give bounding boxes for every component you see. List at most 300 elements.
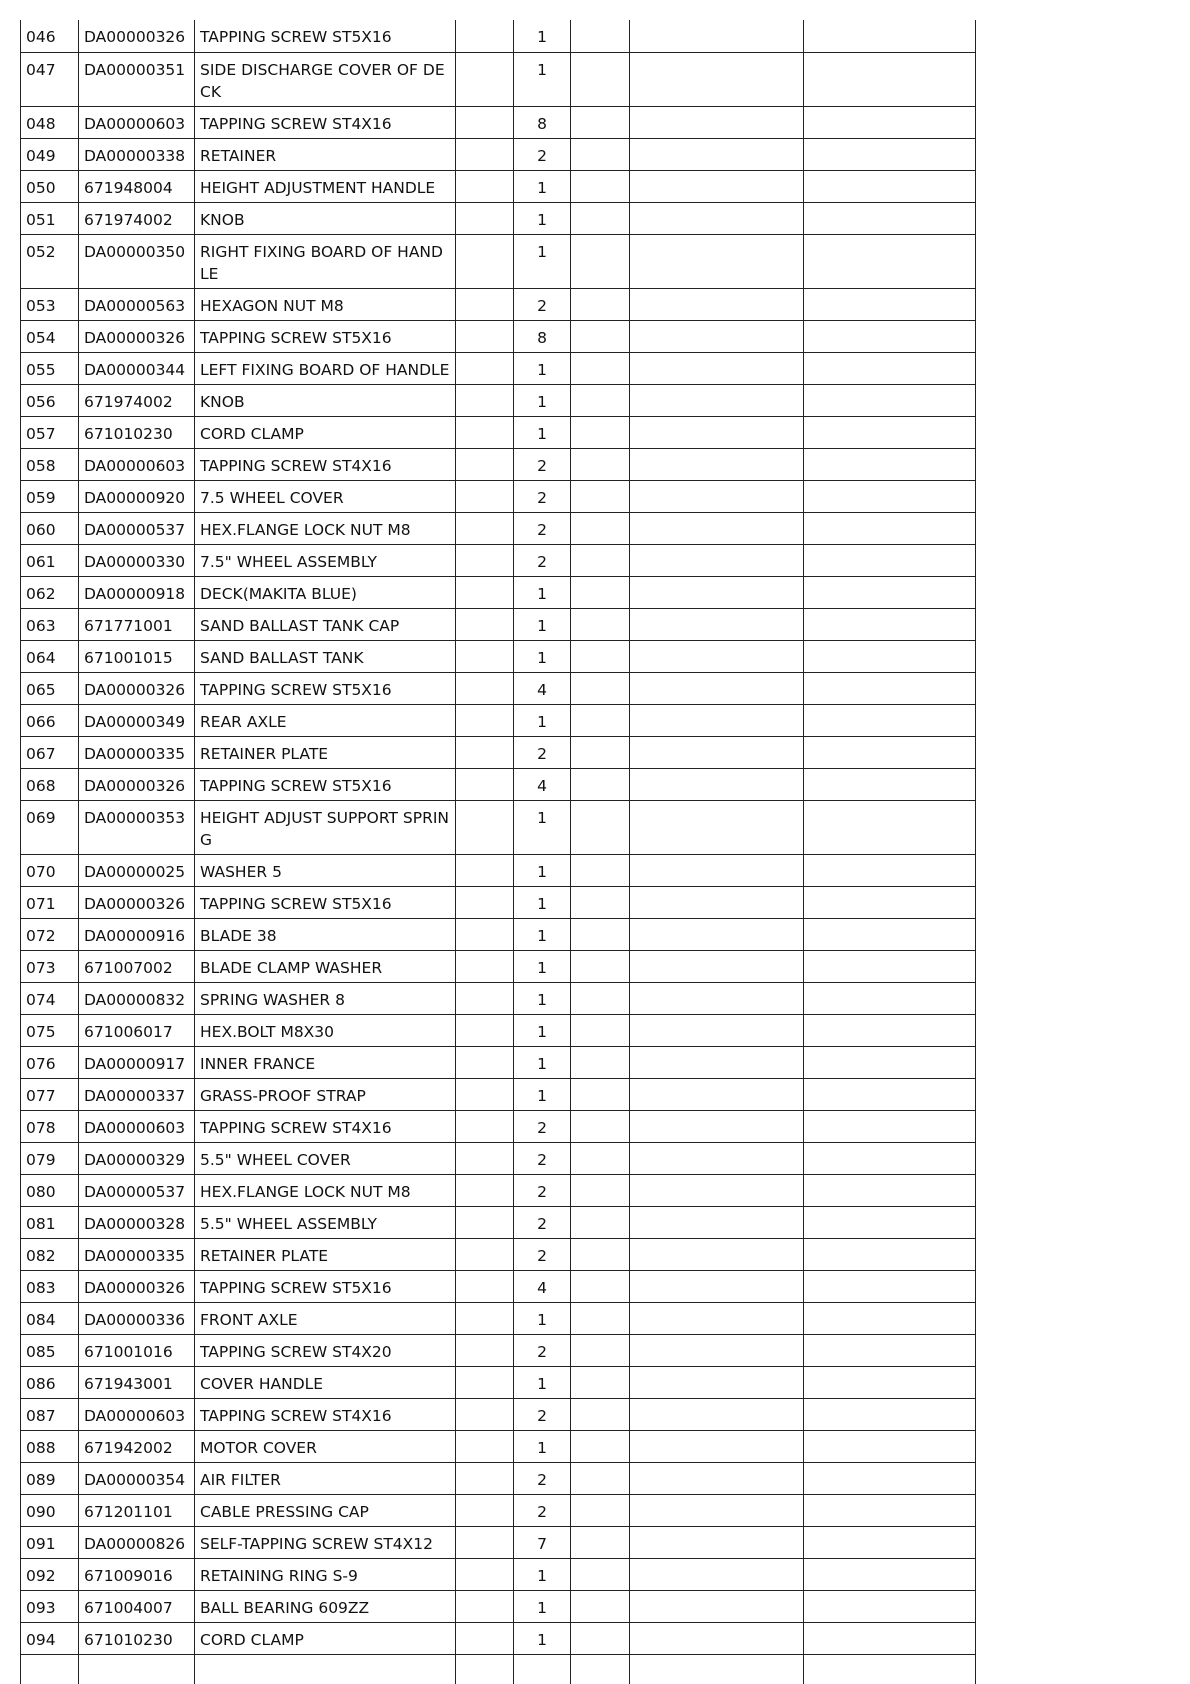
part-number-cell: 047	[21, 52, 79, 106]
part-name-cell: HEIGHT ADJUST SUPPORT SPRING	[195, 800, 456, 854]
part-name-cell: GRASS-PROOF STRAP	[195, 1078, 456, 1110]
part-number-cell: 081	[21, 1206, 79, 1238]
empty-cell	[456, 982, 514, 1014]
empty-cell	[571, 704, 630, 736]
empty-cell	[571, 768, 630, 800]
empty-cell	[804, 202, 976, 234]
part-number-cell: 061	[21, 544, 79, 576]
part-name-cell: SELF-TAPPING SCREW ST4X12	[195, 1526, 456, 1558]
empty-cell	[456, 1590, 514, 1622]
empty-cell	[630, 448, 804, 480]
table-row	[21, 736, 976, 768]
empty-cell	[571, 52, 630, 106]
empty-cell	[804, 800, 976, 854]
part-number-cell: 078	[21, 1110, 79, 1142]
part-number-cell: 072	[21, 918, 79, 950]
empty-cell	[630, 1014, 804, 1046]
empty-cell	[571, 1526, 630, 1558]
part-name-cell: KNOB	[195, 202, 456, 234]
part-number-cell: 094	[21, 1622, 79, 1654]
part-number-cell: 059	[21, 480, 79, 512]
parts-table-body	[21, 20, 976, 1684]
part-number-cell: 049	[21, 138, 79, 170]
empty-cell	[804, 768, 976, 800]
table-row	[21, 768, 976, 800]
part-number-cell: 063	[21, 608, 79, 640]
part-name-cell: TAPPING SCREW ST4X20	[195, 1334, 456, 1366]
empty-cell	[456, 384, 514, 416]
part-code-cell: DA00000354	[79, 1462, 195, 1494]
table-row	[21, 1238, 976, 1270]
empty-cell	[571, 480, 630, 512]
empty-cell	[456, 448, 514, 480]
part-name-cell: COVER HANDLE	[195, 1366, 456, 1398]
part-name-cell: HEX.FLANGE LOCK NUT M8	[195, 1174, 456, 1206]
table-row	[21, 576, 976, 608]
empty-cell	[630, 1622, 804, 1654]
part-code-cell: 671943001	[79, 1366, 195, 1398]
empty-cell	[804, 320, 976, 352]
empty-cell	[630, 854, 804, 886]
table-row	[21, 106, 976, 138]
part-code-cell: DA00000338	[79, 138, 195, 170]
part-number-cell: 077	[21, 1078, 79, 1110]
part-code-cell: DA00000603	[79, 1398, 195, 1430]
part-name-cell: TAPPING SCREW ST5X16	[195, 20, 456, 52]
table-row	[21, 950, 976, 982]
empty-cell	[630, 800, 804, 854]
empty-cell	[630, 512, 804, 544]
empty-cell	[630, 1558, 804, 1590]
empty-cell	[456, 202, 514, 234]
empty-cell	[630, 1142, 804, 1174]
empty-cell	[456, 1238, 514, 1270]
part-code-cell: 671948004	[79, 170, 195, 202]
empty-cell	[571, 138, 630, 170]
empty-cell	[571, 202, 630, 234]
empty-cell	[804, 640, 976, 672]
empty-cell	[804, 1622, 976, 1654]
empty-cell	[630, 288, 804, 320]
quantity-cell: 2	[514, 138, 571, 170]
empty-cell	[456, 736, 514, 768]
empty-cell	[630, 1430, 804, 1462]
quantity-cell: 1	[514, 886, 571, 918]
empty-cell	[456, 320, 514, 352]
part-code-cell: DA00000916	[79, 918, 195, 950]
parts-list-table	[20, 20, 976, 1684]
part-code-cell: DA00000603	[79, 106, 195, 138]
empty-cell	[804, 1174, 976, 1206]
part-number-cell: 053	[21, 288, 79, 320]
empty-cell	[804, 1238, 976, 1270]
table-row	[21, 512, 976, 544]
empty-cell	[456, 918, 514, 950]
empty-cell	[630, 1462, 804, 1494]
empty-cell	[804, 886, 976, 918]
part-code-cell: DA00000335	[79, 1238, 195, 1270]
empty-cell	[804, 20, 976, 52]
table-row	[21, 138, 976, 170]
quantity-cell: 1	[514, 352, 571, 384]
part-code-cell: DA00000351	[79, 52, 195, 106]
quantity-cell: 1	[514, 1430, 571, 1462]
empty-cell	[630, 352, 804, 384]
empty-cell	[630, 886, 804, 918]
table-row	[21, 1046, 976, 1078]
empty-cell	[804, 448, 976, 480]
part-code-cell: 671010230	[79, 416, 195, 448]
quantity-cell: 1	[514, 918, 571, 950]
table-row	[21, 234, 976, 288]
quantity-cell: 1	[514, 1046, 571, 1078]
quantity-cell: 7	[514, 1526, 571, 1558]
table-row	[21, 170, 976, 202]
empty-cell	[630, 608, 804, 640]
quantity-cell: 1	[514, 416, 571, 448]
empty-cell	[630, 384, 804, 416]
quantity-cell: 2	[514, 1206, 571, 1238]
empty-cell	[630, 950, 804, 982]
quantity-cell: 1	[514, 52, 571, 106]
empty-cell	[571, 950, 630, 982]
empty-cell	[571, 672, 630, 704]
quantity-cell: 1	[514, 234, 571, 288]
part-number-cell: 066	[21, 704, 79, 736]
table-row	[21, 1462, 976, 1494]
empty-cell	[456, 608, 514, 640]
quantity-cell: 1	[514, 1014, 571, 1046]
quantity-cell: 1	[514, 608, 571, 640]
empty-cell	[804, 1078, 976, 1110]
table-row	[21, 202, 976, 234]
part-code-cell: DA00000920	[79, 480, 195, 512]
part-name-cell: SAND BALLAST TANK CAP	[195, 608, 456, 640]
empty-cell	[804, 854, 976, 886]
empty-cell	[804, 52, 976, 106]
empty-cell	[630, 480, 804, 512]
part-name-cell: MOTOR COVER	[195, 1430, 456, 1462]
empty-cell	[630, 768, 804, 800]
empty-cell	[804, 918, 976, 950]
part-number-cell: 082	[21, 1238, 79, 1270]
empty-cell	[804, 1430, 976, 1462]
part-number-cell: 087	[21, 1398, 79, 1430]
quantity-cell: 1	[514, 576, 571, 608]
empty-cell	[456, 1270, 514, 1302]
part-number-cell: 054	[21, 320, 79, 352]
empty-cell	[630, 1526, 804, 1558]
empty-cell	[456, 234, 514, 288]
quantity-cell: 1	[514, 1590, 571, 1622]
table-row	[21, 1526, 976, 1558]
empty-cell	[571, 1654, 630, 1684]
empty-cell	[804, 1366, 976, 1398]
quantity-cell: 2	[514, 544, 571, 576]
quantity-cell: 2	[514, 1334, 571, 1366]
table-row	[21, 1206, 976, 1238]
empty-cell	[456, 1142, 514, 1174]
empty-cell	[456, 138, 514, 170]
table-row	[21, 352, 976, 384]
part-name-cell: HEX.FLANGE LOCK NUT M8	[195, 512, 456, 544]
table-row	[21, 1366, 976, 1398]
empty-cell	[456, 170, 514, 202]
quantity-cell: 2	[514, 288, 571, 320]
part-code-cell: DA00000349	[79, 704, 195, 736]
empty-cell	[804, 544, 976, 576]
empty-cell	[804, 576, 976, 608]
empty-cell	[571, 416, 630, 448]
part-code-cell: DA00000326	[79, 320, 195, 352]
empty-cell	[804, 1046, 976, 1078]
empty-cell	[630, 1046, 804, 1078]
empty-cell	[571, 576, 630, 608]
part-code-cell: 671974002	[79, 384, 195, 416]
empty-cell	[456, 1398, 514, 1430]
quantity-cell: 1	[514, 854, 571, 886]
empty-cell	[571, 1430, 630, 1462]
part-number-cell: 093	[21, 1590, 79, 1622]
empty-cell	[804, 1654, 976, 1684]
empty-cell	[456, 1462, 514, 1494]
quantity-cell: 8	[514, 106, 571, 138]
quantity-cell: 1	[514, 640, 571, 672]
part-number-cell: 070	[21, 854, 79, 886]
part-code-cell: DA00000350	[79, 234, 195, 288]
part-code-cell: 671201101	[79, 1494, 195, 1526]
empty-cell	[571, 1014, 630, 1046]
empty-cell	[456, 52, 514, 106]
table-row	[21, 1398, 976, 1430]
empty-cell	[571, 1462, 630, 1494]
empty-cell	[804, 138, 976, 170]
quantity-cell: 1	[514, 950, 571, 982]
empty-cell	[804, 1206, 976, 1238]
part-code-cell: DA00000826	[79, 1526, 195, 1558]
empty-cell	[804, 1398, 976, 1430]
quantity-cell: 1	[514, 982, 571, 1014]
empty-cell	[630, 544, 804, 576]
empty-cell	[456, 1654, 514, 1684]
empty-cell	[456, 20, 514, 52]
empty-cell	[571, 918, 630, 950]
empty-cell	[456, 854, 514, 886]
table-row	[21, 918, 976, 950]
table-row	[21, 1078, 976, 1110]
empty-cell	[804, 1142, 976, 1174]
quantity-cell: 2	[514, 448, 571, 480]
table-row	[21, 1430, 976, 1462]
empty-cell	[630, 1654, 804, 1684]
part-number-cell: 083	[21, 1270, 79, 1302]
part-code-cell: 671009016	[79, 1558, 195, 1590]
empty-cell	[571, 800, 630, 854]
part-name-cell: BLADE CLAMP WASHER	[195, 950, 456, 982]
empty-cell	[630, 1238, 804, 1270]
quantity-cell: 1	[514, 1558, 571, 1590]
part-code-cell: 671974002	[79, 202, 195, 234]
part-number-cell: 056	[21, 384, 79, 416]
part-name-cell: 7.5" WHEEL ASSEMBLY	[195, 544, 456, 576]
empty-cell	[195, 1654, 456, 1684]
part-name-cell: TAPPING SCREW ST5X16	[195, 320, 456, 352]
empty-cell	[456, 288, 514, 320]
part-code-cell: DA00000603	[79, 1110, 195, 1142]
empty-cell	[456, 1622, 514, 1654]
table-row	[21, 1110, 976, 1142]
part-name-cell: CORD CLAMP	[195, 416, 456, 448]
part-number-cell: 080	[21, 1174, 79, 1206]
table-row	[21, 384, 976, 416]
quantity-cell: 1	[514, 170, 571, 202]
empty-cell	[571, 20, 630, 52]
part-name-cell: TAPPING SCREW ST5X16	[195, 672, 456, 704]
part-name-cell: RETAINING RING S-9	[195, 1558, 456, 1590]
part-code-cell: 671001015	[79, 640, 195, 672]
table-row	[21, 1622, 976, 1654]
part-code-cell: DA00000330	[79, 544, 195, 576]
quantity-cell: 2	[514, 1110, 571, 1142]
part-name-cell: AIR FILTER	[195, 1462, 456, 1494]
empty-cell	[571, 886, 630, 918]
part-name-cell: TAPPING SCREW ST4X16	[195, 1398, 456, 1430]
empty-cell	[571, 1174, 630, 1206]
empty-cell	[456, 1206, 514, 1238]
part-name-cell: WASHER 5	[195, 854, 456, 886]
part-name-cell: 5.5" WHEEL COVER	[195, 1142, 456, 1174]
empty-cell	[630, 202, 804, 234]
empty-cell	[571, 1622, 630, 1654]
part-number-cell: 051	[21, 202, 79, 234]
empty-cell	[630, 234, 804, 288]
empty-cell	[630, 1078, 804, 1110]
part-code-cell: DA00000337	[79, 1078, 195, 1110]
empty-cell	[456, 352, 514, 384]
part-number-cell: 092	[21, 1558, 79, 1590]
part-number-cell: 048	[21, 106, 79, 138]
part-code-cell: DA00000326	[79, 1270, 195, 1302]
part-number-cell: 089	[21, 1462, 79, 1494]
empty-cell	[630, 1270, 804, 1302]
quantity-cell: 1	[514, 1622, 571, 1654]
empty-cell	[630, 918, 804, 950]
part-name-cell: CORD CLAMP	[195, 1622, 456, 1654]
part-name-cell: BALL BEARING 609ZZ	[195, 1590, 456, 1622]
empty-cell	[804, 170, 976, 202]
part-code-cell: DA00000353	[79, 800, 195, 854]
quantity-cell: 2	[514, 1462, 571, 1494]
part-number-cell: 067	[21, 736, 79, 768]
part-name-cell: DECK(MAKITA BLUE)	[195, 576, 456, 608]
part-name-cell: TAPPING SCREW ST4X16	[195, 1110, 456, 1142]
part-number-cell: 065	[21, 672, 79, 704]
empty-cell	[804, 1494, 976, 1526]
empty-cell	[630, 320, 804, 352]
empty-cell	[456, 1334, 514, 1366]
part-number-cell: 060	[21, 512, 79, 544]
part-code-cell: 671771001	[79, 608, 195, 640]
part-number-cell: 055	[21, 352, 79, 384]
empty-cell	[571, 1238, 630, 1270]
empty-cell	[456, 950, 514, 982]
empty-cell	[630, 170, 804, 202]
part-name-cell: RETAINER PLATE	[195, 1238, 456, 1270]
empty-cell	[456, 106, 514, 138]
part-name-cell: SAND BALLAST TANK	[195, 640, 456, 672]
empty-cell	[571, 982, 630, 1014]
part-code-cell: DA00000344	[79, 352, 195, 384]
empty-cell	[571, 1398, 630, 1430]
empty-cell	[804, 1270, 976, 1302]
part-name-cell: REAR AXLE	[195, 704, 456, 736]
part-name-cell: KNOB	[195, 384, 456, 416]
quantity-cell: 8	[514, 320, 571, 352]
empty-cell	[571, 1366, 630, 1398]
empty-cell	[456, 704, 514, 736]
empty-cell	[571, 448, 630, 480]
part-name-cell: LEFT FIXING BOARD OF HANDLE	[195, 352, 456, 384]
empty-cell	[456, 1494, 514, 1526]
empty-cell	[630, 1110, 804, 1142]
empty-cell	[571, 234, 630, 288]
part-name-cell: TAPPING SCREW ST4X16	[195, 106, 456, 138]
empty-cell	[571, 1334, 630, 1366]
empty-cell	[571, 384, 630, 416]
empty-cell	[456, 416, 514, 448]
empty-cell	[630, 982, 804, 1014]
part-number-cell: 069	[21, 800, 79, 854]
part-name-cell: 5.5" WHEEL ASSEMBLY	[195, 1206, 456, 1238]
empty-cell	[804, 982, 976, 1014]
empty-cell	[804, 288, 976, 320]
empty-cell	[571, 1270, 630, 1302]
table-row	[21, 672, 976, 704]
part-name-cell: TAPPING SCREW ST5X16	[195, 886, 456, 918]
empty-cell	[804, 234, 976, 288]
table-row	[21, 1270, 976, 1302]
quantity-cell: 1	[514, 1366, 571, 1398]
part-name-cell: HEIGHT ADJUSTMENT HANDLE	[195, 170, 456, 202]
table-row	[21, 20, 976, 52]
quantity-cell: 1	[514, 704, 571, 736]
part-name-cell: SIDE DISCHARGE COVER OF DECK	[195, 52, 456, 106]
part-code-cell: DA00000326	[79, 20, 195, 52]
empty-cell	[571, 1558, 630, 1590]
empty-cell	[630, 1590, 804, 1622]
empty-cell	[571, 1494, 630, 1526]
empty-cell	[571, 1110, 630, 1142]
quantity-cell: 4	[514, 768, 571, 800]
empty-cell	[456, 1302, 514, 1334]
part-number-cell: 058	[21, 448, 79, 480]
empty-cell	[804, 512, 976, 544]
empty-cell	[456, 480, 514, 512]
part-code-cell: 671010230	[79, 1622, 195, 1654]
part-name-cell: HEX.BOLT M8X30	[195, 1014, 456, 1046]
empty-cell	[804, 1302, 976, 1334]
part-code-cell: DA00000918	[79, 576, 195, 608]
empty-cell	[630, 1174, 804, 1206]
part-number-cell: 079	[21, 1142, 79, 1174]
empty-cell	[571, 736, 630, 768]
empty-cell	[804, 352, 976, 384]
part-code-cell: 671001016	[79, 1334, 195, 1366]
empty-cell	[804, 1110, 976, 1142]
part-number-cell: 076	[21, 1046, 79, 1078]
empty-cell	[456, 768, 514, 800]
part-name-cell: RETAINER	[195, 138, 456, 170]
